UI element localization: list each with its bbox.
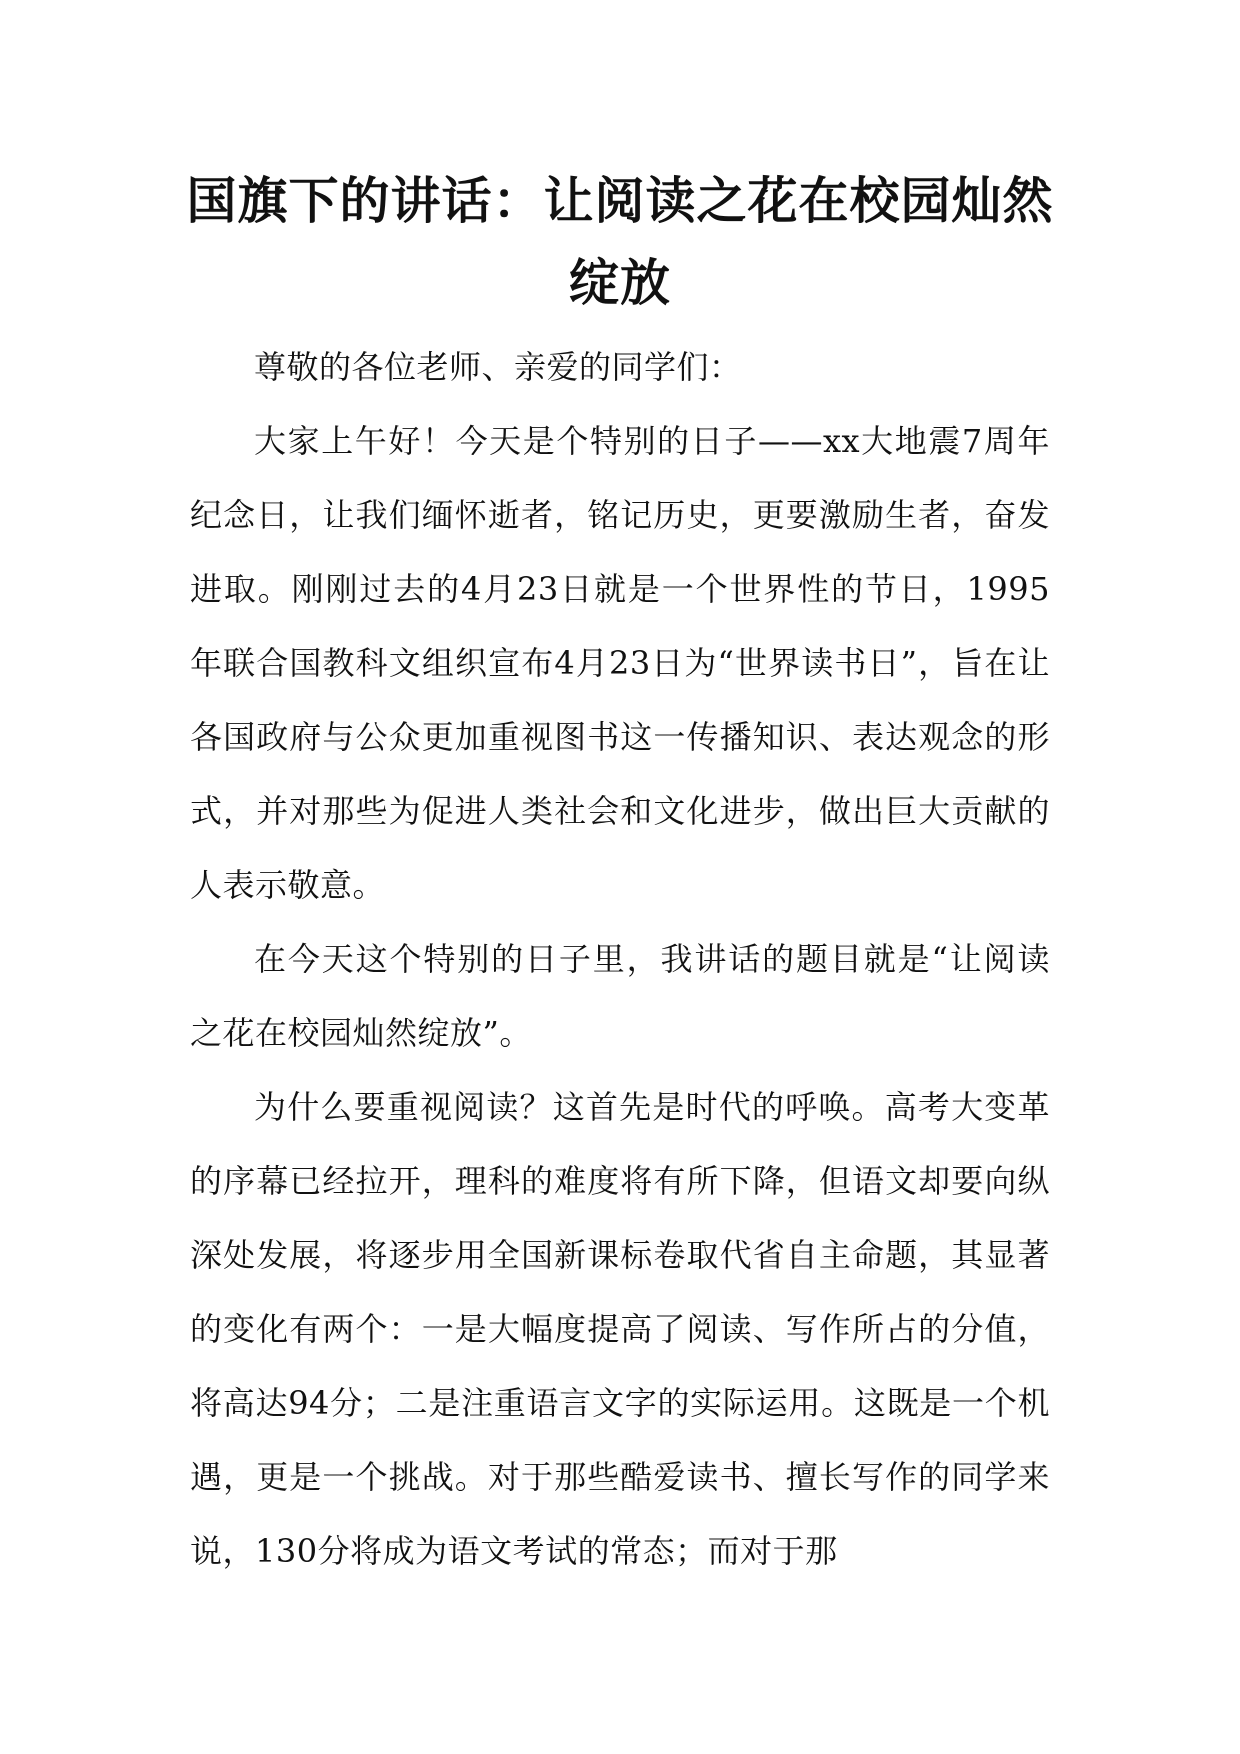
paragraph-intro: 大家上午好！今天是个特别的日子——xx大地震7周年纪念日，让我们缅怀逝者，铭记历史，更要激励生者，奋发进取。刚刚过去的4月23日就是一个世界性的节日，1995年联合国教科文组织宣布4月23日为“世界读书日”，旨在让各国政府与公众更加重视图书这一传播知识、表达观念的形式，并对那些为促进人类社会和文化进步，做出巨大贡献的人表示敬意。 xyxy=(190,422,1050,904)
paragraph-greeting: 尊敬的各位老师、亲爱的同学们： xyxy=(254,348,742,386)
document-title: 国旗下的讲话：让阅读之花在校园灿然绽放 xyxy=(186,172,1054,312)
paragraph-why-reading: 为什么要重视阅读？这首先是时代的呼唤。高考大变革的序幕已经拉开，理科的难度将有所下降，但语文却要向纵深处发展，将逐步用全国新课标卷取代省自主命题，其显著的变化有两个：一是大幅度提高了阅读、写作所占的分值，将高达94分；二是注重语言文字的实际运用。这既是一个机遇，更是一个挑战。对于那些酷爱读书、擅长写作的同学来说，130分将成为语文考试的常态；而对于那 xyxy=(190,1088,1050,1570)
paragraph-topic: 在今天这个特别的日子里，我讲话的题目就是“让阅读之花在校园灿然绽放”。 xyxy=(190,940,1050,1052)
document-body xyxy=(190,330,1050,1588)
